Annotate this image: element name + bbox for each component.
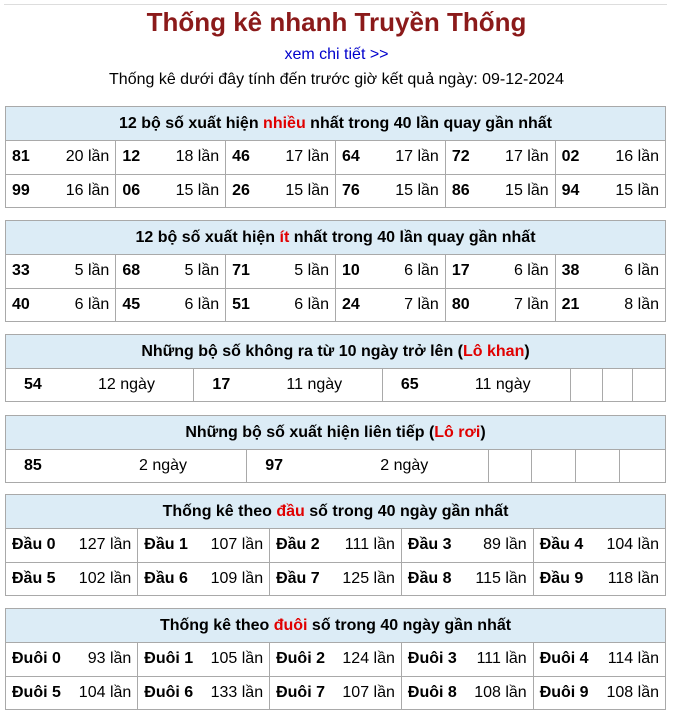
- stat-cell: [226, 255, 336, 288]
- empty-cell: [489, 450, 533, 482]
- stat-count: 107 lần: [210, 536, 264, 554]
- stat-number: 76: [341, 181, 360, 199]
- stat-count: 17 lần: [285, 148, 329, 166]
- stat-cell: [226, 141, 336, 174]
- list-item: [6, 369, 194, 401]
- stat-count: 11 ngày: [474, 376, 531, 393]
- page-title: Thống kê nhanh Truyền Thống: [146, 7, 527, 37]
- stat-count: 16 lần: [65, 181, 110, 199]
- stat-number: 06: [122, 181, 141, 199]
- details-link[interactable]: xem chi tiết >>: [284, 46, 389, 63]
- stat-cell: [138, 676, 270, 709]
- lo-roi-row: [6, 450, 665, 482]
- table-row: [6, 529, 665, 562]
- table-row: [6, 174, 665, 207]
- stat-number: Đuôi 1: [144, 650, 194, 668]
- stat-count: 111 lần: [344, 536, 395, 554]
- stat-count: 12 ngày: [98, 376, 155, 393]
- stat-cell: [270, 529, 402, 562]
- most-frequent-section: [5, 106, 666, 208]
- empty-cell: [633, 369, 665, 401]
- stat-cell: [138, 529, 270, 562]
- stat-cell: [6, 141, 116, 174]
- stat-cell: [555, 255, 665, 288]
- stat-count: 15 lần: [285, 181, 329, 199]
- stat-cell: [335, 255, 445, 288]
- stat-count: 115 lần: [475, 569, 527, 587]
- stat-cell: [6, 288, 116, 321]
- stat-count: 102 lần: [78, 569, 132, 587]
- list-item: [247, 450, 488, 482]
- stat-number: 71: [232, 262, 250, 280]
- stat-number: 97: [265, 457, 284, 474]
- stat-number: Đuôi 0: [12, 650, 61, 668]
- stat-count: 6 lần: [404, 262, 439, 280]
- stat-count: 15 lần: [505, 181, 549, 199]
- empty-cell: [603, 369, 633, 401]
- stat-cell: [6, 255, 116, 288]
- empty-cell: [620, 450, 665, 482]
- stat-count: 11 ngày: [286, 376, 343, 393]
- empty-cell: [576, 450, 620, 482]
- stat-number: 12: [122, 148, 141, 166]
- stat-number: 54: [24, 376, 42, 393]
- stat-number: Đuôi 5: [12, 683, 61, 701]
- stat-cell: [533, 562, 665, 595]
- stat-cell: [270, 676, 402, 709]
- stat-count: 5 lần: [184, 262, 220, 280]
- stat-cell: [533, 643, 665, 676]
- table-row: [6, 676, 665, 709]
- stat-number: 99: [12, 181, 30, 199]
- least-frequent-section: [5, 220, 666, 322]
- stat-count: 93 lần: [87, 650, 132, 668]
- table-row: [6, 562, 665, 595]
- stat-number: 64: [341, 148, 360, 166]
- stat-cell: [445, 288, 555, 321]
- stat-cell: [401, 529, 533, 562]
- list-item: [6, 450, 247, 482]
- stat-number: 02: [561, 148, 580, 166]
- stat-cell: [555, 288, 665, 321]
- stat-count: 7 lần: [404, 295, 439, 313]
- stat-cell: [401, 562, 533, 595]
- stat-number: Đầu 3: [407, 536, 452, 554]
- stat-number: 10: [341, 262, 360, 280]
- stat-number: 94: [561, 181, 580, 199]
- stat-cell: [401, 643, 533, 676]
- table-row: [6, 255, 665, 288]
- stat-cell: [226, 174, 336, 207]
- stat-count: 2 ngày: [139, 457, 188, 474]
- stat-number: Đầu 9: [539, 569, 584, 587]
- stat-count: 105 lần: [210, 650, 264, 668]
- stat-count: 114 lần: [607, 650, 659, 668]
- stat-cell: [138, 643, 270, 676]
- stat-number: Đầu 0: [12, 536, 56, 554]
- stat-number: Đuôi 8: [407, 683, 457, 701]
- stat-count: 109 lần: [210, 569, 264, 587]
- stat-number: 45: [122, 295, 141, 313]
- stat-count: 104 lần: [606, 536, 659, 554]
- stat-number: 68: [122, 262, 141, 280]
- stat-count: 125 lần: [342, 569, 395, 587]
- stat-count: 108 lần: [474, 683, 527, 701]
- table-row: [6, 141, 665, 174]
- stat-number: 17: [212, 376, 231, 393]
- stat-cell: [270, 562, 402, 595]
- lo-khan-row: [6, 369, 665, 401]
- least-frequent-table: [6, 255, 665, 321]
- stat-count: 15 lần: [395, 181, 439, 199]
- lo-khan-header: Những bộ số không ra từ 10 ngày trở lên (Lô khan): [6, 335, 665, 369]
- stat-cell: [445, 174, 555, 207]
- stat-cell: [401, 676, 533, 709]
- table-row: [6, 288, 665, 321]
- stat-cell: [533, 529, 665, 562]
- stat-count: 6 lần: [74, 295, 110, 313]
- stat-number: 17: [451, 262, 470, 280]
- stat-number: Đuôi 6: [144, 683, 194, 701]
- stat-cell: [555, 174, 665, 207]
- top-divider: [4, 4, 667, 5]
- stat-number: Đầu 4: [539, 536, 584, 554]
- stat-count: 17 lần: [505, 148, 549, 166]
- stat-count: 16 lần: [615, 148, 659, 166]
- stat-count: 6 lần: [624, 262, 659, 280]
- stat-cell: [445, 141, 555, 174]
- stat-count: 118 lần: [607, 569, 659, 587]
- stat-count: 104 lần: [78, 683, 132, 701]
- duoi-section: [5, 608, 666, 710]
- duoi-table: [6, 643, 665, 709]
- stat-number: 24: [341, 295, 360, 313]
- stat-count: 18 lần: [175, 148, 220, 166]
- stat-cell: [226, 288, 336, 321]
- stat-count: 127 lần: [78, 536, 132, 554]
- stat-cell: [555, 141, 665, 174]
- stat-count: 108 lần: [606, 683, 659, 701]
- stat-count: 124 lần: [342, 650, 395, 668]
- stat-cell: [270, 643, 402, 676]
- lo-roi-section: [5, 415, 666, 483]
- stat-count: 20 lần: [65, 148, 110, 166]
- stat-count: 133 lần: [210, 683, 264, 701]
- stat-number: Đầu 5: [12, 569, 56, 587]
- stat-number: 46: [232, 148, 250, 166]
- stat-number: Đuôi 7: [276, 683, 325, 701]
- stat-count: 15 lần: [615, 181, 659, 199]
- lo-roi-header: Những bộ số xuất hiện liên tiếp (Lô rơi): [6, 416, 665, 450]
- stat-number: 33: [12, 262, 30, 280]
- page-header: [0, 0, 673, 90]
- stat-cell: [445, 255, 555, 288]
- stat-number: Đuôi 3: [407, 650, 457, 668]
- stat-cell: [533, 676, 665, 709]
- stat-number: Đuôi 2: [276, 650, 325, 668]
- dau-header: Thống kê theo đầu số trong 40 ngày gần nhất: [6, 495, 665, 529]
- stat-number: 81: [12, 148, 30, 166]
- stat-number: 72: [451, 148, 470, 166]
- stat-number: 26: [232, 181, 250, 199]
- stat-number: Đầu 2: [276, 536, 320, 554]
- most-frequent-header: 12 bộ số xuất hiện nhiều nhất trong 40 lần quay gần nhất: [6, 107, 665, 141]
- stat-number: 85: [24, 457, 42, 474]
- duoi-header: Thống kê theo đuôi số trong 40 ngày gần nhất: [6, 609, 665, 643]
- stat-number: Đầu 6: [144, 569, 188, 587]
- stat-number: 65: [400, 376, 419, 393]
- stat-number: Đuôi 4: [539, 650, 589, 668]
- empty-cell: [532, 450, 576, 482]
- stat-cell: [6, 529, 138, 562]
- stat-count: 15 lần: [175, 181, 220, 199]
- stat-count: 6 lần: [184, 295, 220, 313]
- stat-number: 38: [561, 262, 580, 280]
- stat-cell: [335, 141, 445, 174]
- stat-cell: [335, 288, 445, 321]
- stat-cell: [6, 562, 138, 595]
- stat-count: 2 ngày: [380, 457, 429, 474]
- least-frequent-header: 12 bộ số xuất hiện ít nhất trong 40 lần quay gần nhất: [6, 221, 665, 255]
- list-item: [383, 369, 571, 401]
- stat-cell: [116, 255, 226, 288]
- most-frequent-table: [6, 141, 665, 207]
- stat-number: Đuôi 9: [539, 683, 589, 701]
- stat-cell: [116, 288, 226, 321]
- stat-count: 107 lần: [342, 683, 395, 701]
- stat-count: 8 lần: [624, 295, 659, 313]
- stat-count: 6 lần: [513, 262, 549, 280]
- stat-cell: [6, 174, 116, 207]
- stat-count: 111 lần: [476, 650, 527, 668]
- table-row: [6, 643, 665, 676]
- stat-number: 80: [451, 295, 470, 313]
- stat-count: 5 lần: [294, 262, 329, 280]
- stat-number: Đầu 7: [276, 569, 320, 587]
- stat-count: 17 lần: [395, 148, 439, 166]
- dau-section: [5, 494, 666, 596]
- stat-number: 40: [12, 295, 30, 313]
- stat-cell: [6, 643, 138, 676]
- list-item: [194, 369, 382, 401]
- page-subtitle: Thống kê dưới đây tính đến trước giờ kết quả ngày: 09-12-2024: [109, 71, 564, 88]
- stat-cell: [138, 562, 270, 595]
- stat-number: 86: [451, 181, 470, 199]
- stat-cell: [116, 141, 226, 174]
- stat-number: Đầu 1: [144, 536, 188, 554]
- lo-khan-section: [5, 334, 666, 402]
- stat-count: 5 lần: [74, 262, 110, 280]
- stat-number: 51: [232, 295, 250, 313]
- stat-cell: [116, 174, 226, 207]
- stat-number: 21: [561, 295, 580, 313]
- dau-table: [6, 529, 665, 595]
- stat-cell: [6, 676, 138, 709]
- stat-count: 6 lần: [294, 295, 329, 313]
- stat-number: Đầu 8: [407, 569, 452, 587]
- stat-count: 89 lần: [483, 536, 527, 554]
- empty-cell: [571, 369, 603, 401]
- stat-cell: [335, 174, 445, 207]
- stat-count: 7 lần: [513, 295, 549, 313]
